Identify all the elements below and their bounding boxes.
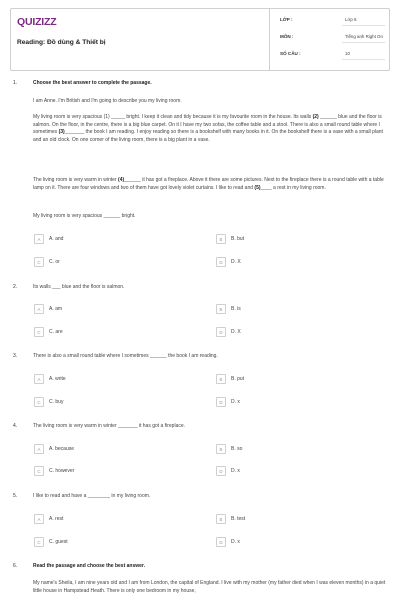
option-b[interactable] xyxy=(216,234,366,245)
option-label: C. however xyxy=(49,467,75,474)
option-label: A. write xyxy=(49,375,66,382)
worksheet-content xyxy=(0,72,400,600)
option-label: B. put xyxy=(231,375,245,382)
option-d[interactable] xyxy=(216,537,366,548)
option-label: D. x xyxy=(231,398,240,405)
option-c[interactable] xyxy=(34,257,184,268)
question-text: There is also a small round table where I sometimes ______ the book I am reading. xyxy=(33,353,218,359)
meta-value: Tiếng anh Right On xyxy=(345,34,383,39)
question-number: 2. xyxy=(13,284,18,290)
question-number: 6. xyxy=(13,563,18,569)
passage-intro: I am Anne. I'm British and I'm going to describe you my living room. xyxy=(33,98,182,104)
option-label: A. because xyxy=(49,445,75,452)
option-d[interactable] xyxy=(216,257,366,268)
option-letter: B xyxy=(216,374,226,384)
passage-paragraph-2: The living room is very warm in winter (4)______ it has got a fireplace. Above it there are some pictures. Next to the fireplace there is a round table with a table lamp on it. There are four windows and two of them have got lovely violet curtains. I like to read and (5)____ a rest in my living room. xyxy=(33,177,384,191)
option-letter: B xyxy=(216,514,226,524)
option-letter: B xyxy=(216,234,226,244)
option-label: D. X xyxy=(231,328,241,335)
question-text: My living room is very spacious ______ bright. xyxy=(33,213,136,219)
option-letter: B xyxy=(216,444,226,454)
option-c[interactable] xyxy=(34,466,184,477)
option-letter: B xyxy=(216,304,226,314)
option-label: C. or xyxy=(49,258,60,265)
passage-paragraph-1: My living room is very spacious (1) _____ bright. I keep it clean and tidy because it is my favourite room in the house. Its walls (2) ______ blue and the floor is salmon. On the floor, in the centre, there is a big blue carpet. On it I have my two sofas, the coffee table and a stool. There is also a small round table where I sometimes (3)_______ the book I am reading. I enjoy reading so there is a bookshelf with many books in it. On the bookshelf there is a vase with a small plant and an old clock. On one corner of the living room, there is a big plant in a vase. xyxy=(33,114,383,143)
meta-value: 10 xyxy=(345,51,350,56)
option-label: B. test xyxy=(231,515,246,522)
option-b[interactable] xyxy=(216,374,366,385)
option-letter: C xyxy=(34,397,44,407)
question-number: 5. xyxy=(13,493,18,499)
question-number: 3. xyxy=(13,353,18,359)
meta-row-count xyxy=(270,47,391,62)
option-letter: A xyxy=(34,304,44,314)
meta-value: Lớp 6 xyxy=(345,17,357,22)
option-label: D. x xyxy=(231,467,240,474)
option-a[interactable] xyxy=(34,444,184,455)
meta-row-subject xyxy=(270,30,391,45)
question-number: 4. xyxy=(13,423,18,429)
option-letter: D xyxy=(216,257,226,267)
option-a[interactable] xyxy=(34,304,184,315)
question-instruction: Read the passage and choose the best answer. xyxy=(33,563,145,569)
meta-key: LỚP : xyxy=(280,17,293,22)
option-c[interactable] xyxy=(34,537,184,548)
option-a[interactable] xyxy=(34,234,184,245)
option-letter: D xyxy=(216,397,226,407)
option-letter: A xyxy=(34,374,44,384)
option-a[interactable] xyxy=(34,514,184,525)
option-label: A. and xyxy=(49,235,64,242)
question-number: 1. xyxy=(13,80,18,86)
option-label: A. am xyxy=(49,305,63,312)
worksheet-meta xyxy=(269,9,390,70)
meta-key: SỐ CÂU : xyxy=(280,51,301,56)
meta-key: MÔN : xyxy=(280,34,294,39)
option-label: C. buy xyxy=(49,398,64,405)
option-letter: C xyxy=(34,466,44,476)
option-label: B. is xyxy=(231,305,241,312)
option-letter: D xyxy=(216,327,226,337)
option-letter: D xyxy=(216,466,226,476)
option-b[interactable] xyxy=(216,514,366,525)
option-letter: A xyxy=(34,514,44,524)
option-label: B. but xyxy=(231,235,245,242)
passage-paragraph: My name's Sheila, I am nine years old and I am from London, the capital of England. I live with my mother (my father died when I was eleven months) in a quiet little house in Hampstead Heath. There is only one bedroom in my house, xyxy=(33,580,386,594)
option-letter: A xyxy=(34,234,44,244)
option-c[interactable] xyxy=(34,397,184,408)
option-b[interactable] xyxy=(216,444,366,455)
option-label: D. X xyxy=(231,258,241,265)
option-b[interactable] xyxy=(216,304,366,315)
option-label: D. x xyxy=(231,538,240,545)
option-a[interactable] xyxy=(34,374,184,385)
quizizz-logo: QUIZIZZ xyxy=(17,16,57,28)
option-letter: C xyxy=(34,257,44,267)
option-letter: A xyxy=(34,444,44,454)
meta-row-class xyxy=(270,13,391,28)
option-d[interactable] xyxy=(216,327,366,338)
question-text: Its walls ___ blue and the floor is salmon. xyxy=(33,284,125,290)
option-label: C. are xyxy=(49,328,63,335)
option-label: C. guest xyxy=(49,538,68,545)
option-label: B. so xyxy=(231,445,243,452)
option-c[interactable] xyxy=(34,327,184,338)
option-letter: D xyxy=(216,537,226,547)
question-text: The living room is very warm in winter _______ it has got a fireplace. xyxy=(33,423,186,429)
option-d[interactable] xyxy=(216,466,366,477)
option-d[interactable] xyxy=(216,397,366,408)
worksheet-header xyxy=(10,8,390,71)
question-instruction: Choose the best answer to complete the passage. xyxy=(33,80,152,86)
option-letter: C xyxy=(34,327,44,337)
question-text: I like to read and have a ________ in my living room. xyxy=(33,493,151,499)
option-label: A. rest xyxy=(49,515,64,522)
worksheet-title: Reading: Đồ dùng & Thiết bị xyxy=(17,39,106,46)
option-letter: C xyxy=(34,537,44,547)
